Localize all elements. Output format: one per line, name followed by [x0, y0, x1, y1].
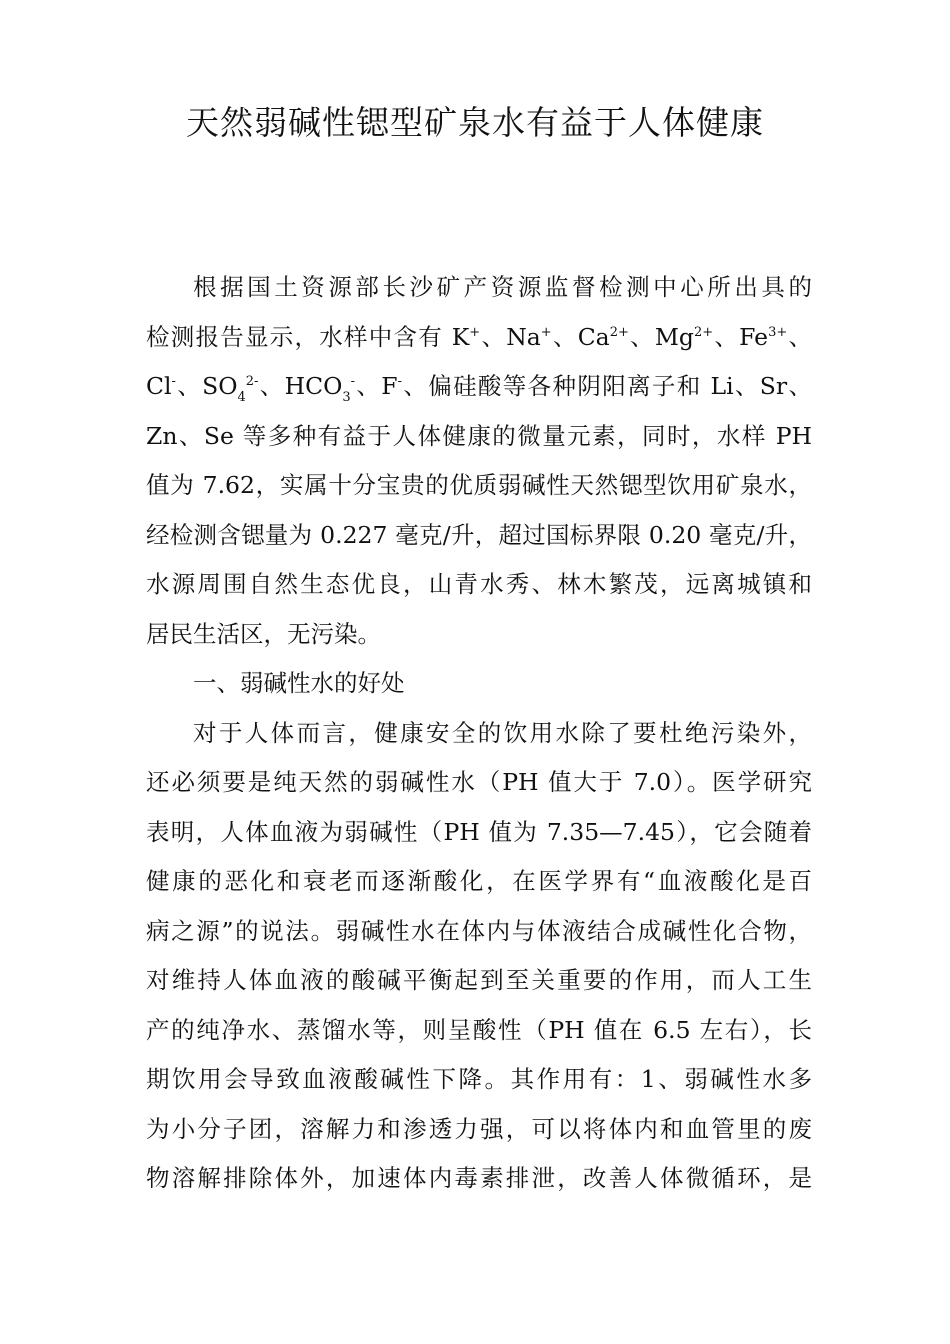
text-fragment: 、: [787, 322, 813, 351]
subscript: 4: [237, 390, 246, 405]
paragraph2-line7: 产的纯净水、蒸馏水等，则呈酸性（PH 值在 6.5 左右），长: [146, 1015, 812, 1044]
subscript: 3: [342, 390, 351, 405]
paragraph1-line7: 水源周围自然生态优良，山青水秀、林木繁茂，远离城镇和: [146, 570, 812, 598]
superscript: -: [397, 374, 403, 389]
paragraph2-line8: 期饮用会导致血液酸碱性下降。其作用有：1、弱碱性水多: [146, 1065, 812, 1093]
paragraph1-line2: [146, 313, 812, 363]
paragraph1-line5: 值为 7.62，实属十分宝贵的优质弱碱性天然锶型饮用矿泉水，: [146, 471, 812, 499]
text-fragment: 、Mg: [628, 322, 694, 351]
paragraph2-line2: 还必须要是纯天然的弱碱性水（PH 值大于 7.0）。医学研究: [146, 768, 812, 796]
paragraph1-line4: Zn、Se 等多种有益于人体健康的微量元素，同时，水样 PH: [146, 421, 812, 450]
text-fragment: 、Fe: [713, 322, 769, 351]
text-fragment: 、Na: [480, 322, 541, 351]
document-title: 天然弱碱性锶型矿泉水有益于人体健康: [186, 103, 764, 142]
superscript: 2+: [609, 324, 629, 340]
text-fragment: 、Ca: [551, 322, 610, 351]
superscript: -: [171, 374, 176, 389]
superscript: 3+: [768, 324, 788, 340]
section-heading-1: 一、弱碱性水的好处: [193, 669, 405, 697]
paragraph1-line3: [146, 362, 812, 412]
paragraph2-line4: 健康的恶化和衰老而逐渐酸化，在医学界有“血液酸化是百: [146, 867, 812, 895]
paragraph2-line10: 物溶解排除体外，加速体内毒素排泄，改善人体微循环，是: [146, 1164, 812, 1192]
text-fragment: 、偏硅酸等各种阴阳离子和 Li、Sr、: [402, 372, 812, 400]
paragraph1-line1: 根据国土资源部长沙矿产资源监督检测中心所出具的: [193, 273, 812, 301]
paragraph1-line8: 居民生活区，无污染。: [146, 619, 381, 648]
superscript: +: [540, 324, 552, 340]
paragraph2-line3: 表明，人体血液为弱碱性（PH 值为 7.35—7.45），它会随着: [146, 817, 812, 846]
text-fragment: 、SO: [175, 372, 238, 400]
paragraph1-line6: 经检测含锶量为 0.227 毫克/升，超过国标界限 0.20 毫克/升，: [146, 520, 812, 549]
superscript: 2-: [245, 374, 259, 389]
paragraph2-line6: 对维持人体血液的酸碱平衡起到至关重要的作用，而人工生: [146, 966, 812, 994]
text-fragment: 、F: [355, 372, 398, 400]
paragraph2-line9: 为小分子团，溶解力和渗透力强，可以将体内和血管里的废: [146, 1114, 812, 1143]
text-fragment: 、HCO: [258, 372, 343, 400]
text-fragment: Cl: [146, 372, 172, 400]
paragraph2-line1: 对于人体而言，健康安全的饮用水除了要杜绝污染外，: [193, 718, 812, 747]
superscript: +: [469, 324, 481, 340]
superscript: -: [350, 374, 356, 389]
text-fragment: 检测报告显示，水样中含有 K: [146, 322, 470, 351]
superscript: 2+: [693, 324, 714, 340]
document-body: [146, 263, 812, 1204]
paragraph2-line5: 病之源”的说法。弱碱性水在体内与体液结合成碱性化合物，: [146, 916, 812, 945]
